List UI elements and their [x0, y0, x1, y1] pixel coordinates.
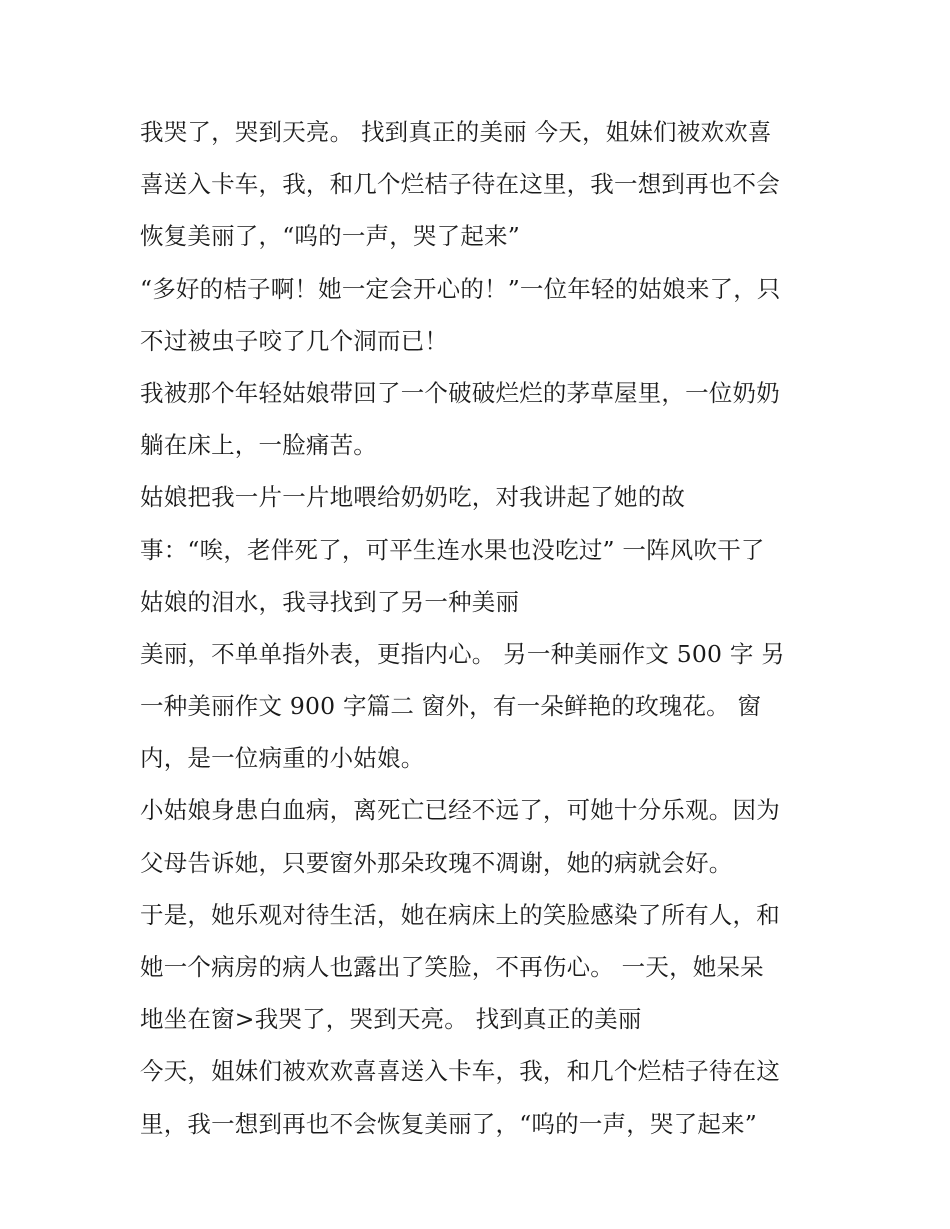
text-line: 父母告诉她，只要窗外那朵玫瑰不凋谢，她的病就会好。: [140, 848, 733, 877]
text-line: 我被那个年轻姑娘带回了一个破破烂烂的茅草屋里，一位奶奶: [140, 378, 780, 407]
text-line: 小姑娘身患白血病，离死亡已经不远了，可她十分乐观。因为: [140, 796, 780, 825]
text-line: 恢复美丽了，“呜的一声，哭了起来”: [140, 222, 520, 251]
document-body: [140, 106, 830, 1150]
text-line: 躺在床上，一脸痛苦。: [140, 431, 377, 460]
text-line: 里，我一想到再也不会恢复美丽了，“呜的一声，哭了起来”: [140, 1109, 757, 1138]
text-line: 她一个病房的病人也露出了笑脸，不再伤心。 一天，她呆呆: [140, 953, 764, 981]
text-line: 今天，姐妹们被欢欢喜喜送入卡车，我，和几个烂桔子待在这: [140, 1057, 780, 1086]
text-line: 姑娘的泪水，我寻找到了另一种美丽: [140, 587, 520, 616]
text-line: 喜送入卡车，我，和几个烂桔子待在这里，我一想到再也不会: [140, 170, 780, 199]
text-line: 地坐在窗>我哭了，哭到天亮。 找到真正的美丽: [140, 1005, 642, 1034]
text-line: 我哭了，哭到天亮。 找到真正的美丽 今天，姐妹们被欢欢喜: [140, 118, 772, 146]
text-line: “多好的桔子啊！她一定会开心的！”一位年轻的姑娘来了，只: [140, 274, 781, 303]
text-line: 一种美丽作文 900 字篇二 窗外，有一朵鲜艳的玫瑰花。 窗: [140, 692, 762, 721]
text-line: 内，是一位病重的小姑娘。: [140, 744, 425, 773]
text-line: 姑娘把我一片一片地喂给奶奶吃，对我讲起了她的故: [140, 483, 686, 512]
text-line: 不过被虫子咬了几个洞而已！: [140, 326, 449, 355]
text-line: 美丽，不单单指外表，更指内心。 另一种美丽作文 500 字 另: [140, 639, 785, 668]
text-line: 于是，她乐观对待生活，她在病床上的笑脸感染了所有人，和: [140, 900, 780, 929]
text-line: 事：“唉，老伴死了，可平生连水果也没吃过” 一阵风吹干了: [140, 535, 765, 564]
